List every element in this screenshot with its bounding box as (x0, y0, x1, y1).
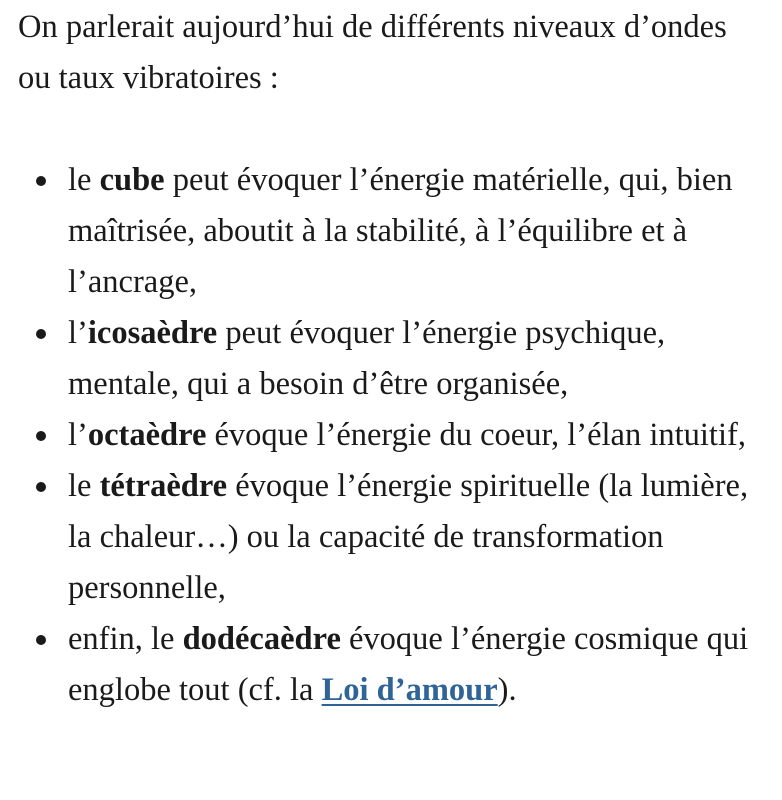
intro-paragraph: On parlerait aujourd’hui de différents niveaux d’ondes ou taux vibratoires : (18, 9, 727, 96)
list-item-icosaedre (68, 308, 762, 410)
vibration-levels-list (18, 155, 762, 716)
loi-damour-link[interactable]: Loi d’amour (321, 672, 498, 708)
bullet-prefix: le (68, 162, 100, 198)
list-item-cube (68, 155, 762, 308)
bullet-text: évoque l’énergie spirituelle (la lumière, la chaleur…) ou la capacité de transformation personnelle, (68, 468, 749, 606)
list-item-tetraedre (68, 461, 762, 614)
bullet-icon (36, 176, 46, 186)
list-item-octaedre (68, 410, 762, 461)
bullet-text: peut évoquer l’énergie psychique, mentale, qui a besoin d’être organisée, (68, 315, 666, 402)
bullet-text: peut évoquer l’énergie matérielle, qui, bien maîtrisée, aboutit à la stabilité, à l’équilibre et à l’ancrage, (68, 162, 733, 300)
keyword-cube: cube (99, 162, 165, 198)
bullet-tail: ). (497, 672, 517, 708)
bullet-prefix: enfin, le (68, 621, 183, 657)
keyword-dodecaedre: dodécaèdre (182, 621, 341, 657)
bullet-text: évoque l’énergie du coeur, l’élan intuitif, (206, 417, 746, 453)
bullet-icon (36, 329, 46, 339)
keyword-icosaedre: icosaèdre (87, 315, 218, 351)
bullet-icon (36, 482, 46, 492)
bullet-icon (36, 431, 46, 441)
bullet-text: évoque l’énergie cosmique qui englobe tout (cf. la (68, 621, 749, 708)
list-item-dodecaedre (68, 614, 762, 716)
bullet-prefix: l’ (68, 417, 88, 453)
keyword-octaedre: octaèdre (87, 417, 207, 453)
bullet-icon (36, 635, 46, 645)
bullet-prefix: le (68, 468, 100, 504)
bullet-prefix: l’ (68, 315, 88, 351)
keyword-tetraedre: tétraèdre (99, 468, 228, 504)
